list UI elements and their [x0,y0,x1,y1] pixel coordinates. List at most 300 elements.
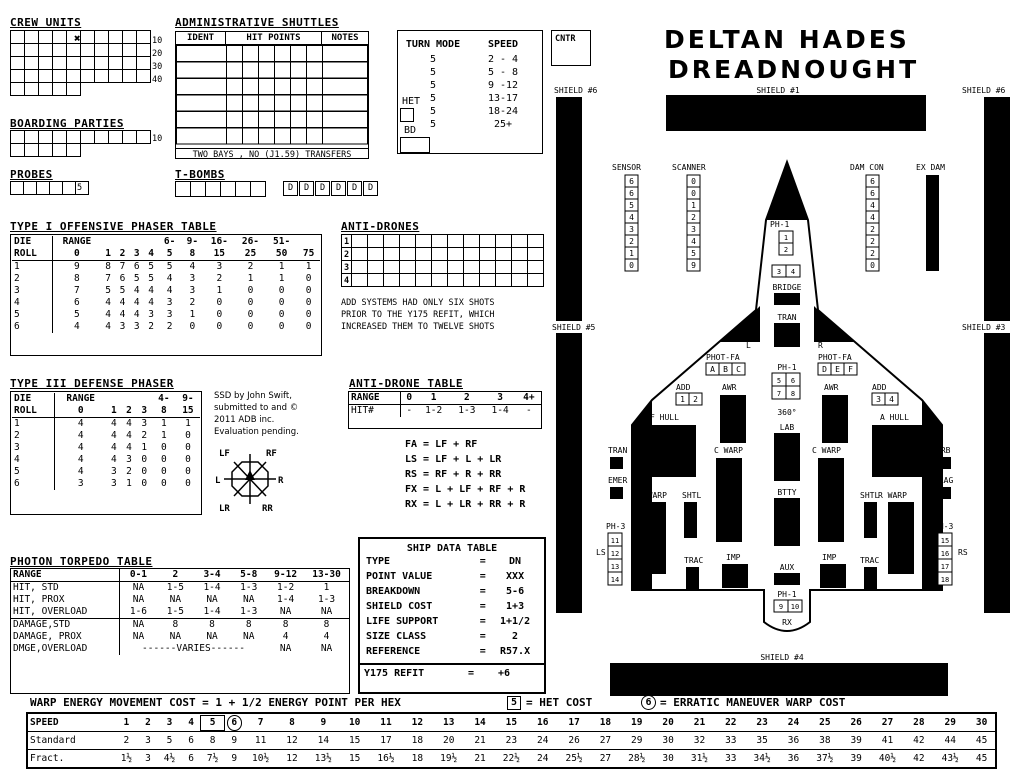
awr-box[interactable] [733,419,746,431]
exdam-box[interactable] [926,247,939,259]
c-warp-box[interactable] [729,530,742,542]
shield-5-box[interactable] [569,585,582,599]
aux-box[interactable] [774,573,787,585]
shield-4-box[interactable] [701,685,714,696]
shield-2-box[interactable] [984,251,997,265]
anti-drone-shot[interactable] [384,274,400,287]
shield-1-box[interactable] [705,119,718,131]
shield-3-box[interactable] [997,431,1010,445]
shield-5-box[interactable] [556,333,569,347]
aux-box[interactable] [787,573,800,585]
shield-2-box[interactable] [997,167,1010,181]
anti-drone-shot[interactable] [480,248,496,261]
shuttle-hp-box[interactable] [227,46,243,62]
boarding-box[interactable] [39,131,53,144]
shield-5-box[interactable] [556,375,569,389]
shuttle-hp-box[interactable] [275,95,291,111]
shield-3-box[interactable] [997,543,1010,557]
lab-box[interactable] [774,433,787,445]
shield-6-box[interactable] [556,209,569,223]
shuttle-hp-box[interactable] [275,46,291,62]
c-warp-box[interactable] [831,482,844,494]
shield-4-box[interactable] [623,674,636,685]
c-warp-box[interactable] [729,482,742,494]
shield-1-box[interactable] [874,95,887,107]
shield-4-box[interactable] [779,685,792,696]
shuttle-hp-box[interactable] [259,79,275,95]
anti-drone-shot[interactable] [400,274,416,287]
shield-4-box[interactable] [909,674,922,685]
shuttle-hp-box[interactable] [243,79,259,95]
shield-4-box[interactable] [792,685,805,696]
shield-2-box[interactable] [984,209,997,223]
shuttle-hp-box[interactable] [227,62,243,78]
shield-1-box[interactable] [809,95,822,107]
shield-1-box[interactable] [705,107,718,119]
shield-5-box[interactable] [556,417,569,431]
shield-2-box[interactable] [997,153,1010,167]
shield-4-box[interactable] [896,685,909,696]
imp-box[interactable] [735,564,748,576]
prb-box[interactable] [938,457,951,469]
shuttle-hp-box[interactable] [307,128,323,144]
shield-5-box[interactable] [569,333,582,347]
a-hull-box[interactable] [872,464,886,477]
shield-4-box[interactable] [896,663,909,674]
shield-4-box[interactable] [857,663,870,674]
shtl-box[interactable] [684,526,697,538]
f-hull-box[interactable] [682,438,696,451]
c-warp-box[interactable] [831,470,844,482]
shuttle-hp-box[interactable] [259,46,275,62]
anti-drone-shot[interactable] [432,261,448,274]
shield-1-box[interactable] [796,107,809,119]
shield-4-box[interactable] [922,685,935,696]
shield-4-box[interactable] [740,685,753,696]
shtl-box[interactable] [684,502,697,514]
shuttle-hp-box[interactable] [307,112,323,128]
crew-box[interactable] [53,44,67,57]
shield-5-box[interactable] [556,599,569,613]
shuttle-hp-box[interactable] [243,62,259,78]
shield-1-box[interactable] [692,107,705,119]
crew-box[interactable] [81,57,95,70]
shield-2-box[interactable] [984,97,997,111]
lab-box[interactable] [787,433,800,445]
shield-5-box[interactable] [569,571,582,585]
awr-box[interactable] [835,407,848,419]
l-warp-box[interactable] [640,550,653,562]
crew-box[interactable] [137,31,151,44]
btty-box[interactable] [787,522,800,534]
c-warp-box[interactable] [716,518,729,530]
shield-6-box[interactable] [569,265,582,279]
shield-4-box[interactable] [844,663,857,674]
crew-box[interactable] [137,44,151,57]
shield-1-box[interactable] [770,119,783,131]
imp-box[interactable] [820,564,833,576]
shield-1-box[interactable] [783,95,796,107]
awr-box[interactable] [835,431,848,443]
shield-3-box[interactable] [984,403,997,417]
shuttle-hp-box[interactable] [227,128,243,144]
shuttle-hp-box[interactable] [259,95,275,111]
crew-box[interactable] [25,57,39,70]
f-hull-box[interactable] [640,425,654,438]
lab-box[interactable] [774,457,787,469]
shield-2-box[interactable] [984,111,997,125]
shield-1-box[interactable] [900,119,913,131]
shield-5-box[interactable] [556,347,569,361]
shuttle-hp-box[interactable] [227,79,243,95]
shield-2-box[interactable] [997,111,1010,125]
shield-3-box[interactable] [984,459,997,473]
l-warp-box[interactable] [640,502,653,514]
shield-1-box[interactable] [809,119,822,131]
a-hull-box[interactable] [914,464,928,477]
shield-6-box[interactable] [556,139,569,153]
c-warp-box[interactable] [729,470,742,482]
shield-1-box[interactable] [666,95,679,107]
shield-4-box[interactable] [675,674,688,685]
shield-3-box[interactable] [984,543,997,557]
imp-box[interactable] [833,564,846,576]
shield-4-box[interactable] [623,663,636,674]
btty-box[interactable] [787,510,800,522]
crew-box[interactable] [67,57,81,70]
shtl-box[interactable] [864,514,877,526]
a-hull-box[interactable] [886,425,900,438]
anti-drone-shot[interactable] [528,248,544,261]
shield-1-box[interactable] [679,95,692,107]
shield-3-box[interactable] [997,515,1010,529]
shield-5-box[interactable] [569,347,582,361]
shield-1-box[interactable] [783,119,796,131]
shield-1-box[interactable] [744,119,757,131]
shield-3-box[interactable] [984,515,997,529]
anti-drone-shot[interactable] [400,248,416,261]
btty-box[interactable] [774,510,787,522]
crew-box[interactable] [109,57,123,70]
shield-6-box[interactable] [556,125,569,139]
shield-4-box[interactable] [688,674,701,685]
c-warp-box[interactable] [818,530,831,542]
shield-3-box[interactable] [997,585,1010,599]
shield-3-box[interactable] [984,347,997,361]
shield-3-box[interactable] [984,431,997,445]
f-hull-box[interactable] [640,464,654,477]
shield-3-box[interactable] [984,361,997,375]
flag-box[interactable] [938,487,951,499]
anti-drone-shot[interactable] [496,261,512,274]
shield-4-box[interactable] [935,674,948,685]
c-warp-box[interactable] [831,494,844,506]
anti-drone-shot[interactable] [448,274,464,287]
shield-4-box[interactable] [636,674,649,685]
shield-1-box[interactable] [692,95,705,107]
shield-1-box[interactable] [705,95,718,107]
shield-6-box[interactable] [556,251,569,265]
shield-2-box[interactable] [997,223,1010,237]
anti-drone-shot[interactable] [432,235,448,248]
c-warp-box[interactable] [818,458,831,470]
shield-3-box[interactable] [984,333,997,347]
lab-box[interactable] [774,445,787,457]
shield-1-box[interactable] [796,95,809,107]
crew-box[interactable] [123,31,137,44]
shield-4-box[interactable] [805,674,818,685]
probe-box[interactable] [50,182,63,195]
shield-3-box[interactable] [997,599,1010,613]
shield-4-box[interactable] [883,674,896,685]
shield-4-box[interactable] [701,663,714,674]
shuttle-hp-box[interactable] [291,62,307,78]
shield-5-box[interactable] [556,585,569,599]
shuttle-hp-box[interactable] [243,46,259,62]
anti-drone-shot[interactable] [448,248,464,261]
a-hull-box[interactable] [886,464,900,477]
trac-box[interactable] [686,579,699,591]
shield-4-box[interactable] [805,685,818,696]
anti-drone-shot[interactable] [368,248,384,261]
a-hull-box[interactable] [914,425,928,438]
shield-6-box[interactable] [556,279,569,293]
shield-5-box[interactable] [556,571,569,585]
shield-1-box[interactable] [861,107,874,119]
btty-box[interactable] [774,534,787,546]
f-hull-box[interactable] [682,464,696,477]
shield-5-box[interactable] [569,557,582,571]
shield-4-box[interactable] [883,685,896,696]
r-warp-box[interactable] [901,514,914,526]
shield-1-box[interactable] [848,119,861,131]
lab-box[interactable] [787,469,800,481]
c-warp-box[interactable] [818,518,831,530]
r-warp-box[interactable] [888,550,901,562]
emer-box[interactable] [610,487,623,499]
shield-4-box[interactable] [831,685,844,696]
shield-2-box[interactable] [984,153,997,167]
btty-box[interactable] [787,534,800,546]
crew-box[interactable] [39,83,53,96]
shield-3-box[interactable] [997,389,1010,403]
probe-box[interactable] [24,182,37,195]
f-hull-box[interactable] [668,451,682,464]
trac-box[interactable] [864,579,877,591]
crew-box[interactable] [137,57,151,70]
shield-5-box[interactable] [556,459,569,473]
anti-drone-shot[interactable] [400,235,416,248]
l-warp-box[interactable] [640,538,653,550]
shield-1-box[interactable] [835,119,848,131]
anti-drone-shot[interactable] [528,235,544,248]
l-warp-box[interactable] [640,562,653,574]
shtl-box[interactable] [864,526,877,538]
anti-drone-shot[interactable] [384,261,400,274]
shield-6-box[interactable] [569,153,582,167]
shield-5-box[interactable] [569,599,582,613]
shield-5-box[interactable] [569,515,582,529]
c-warp-box[interactable] [716,506,729,518]
shield-4-box[interactable] [909,663,922,674]
shield-4-box[interactable] [675,663,688,674]
shield-6-box[interactable] [569,195,582,209]
shield-5-box[interactable] [569,543,582,557]
c-warp-box[interactable] [818,494,831,506]
shield-3-box[interactable] [997,487,1010,501]
boarding-box[interactable] [81,131,95,144]
btty-box[interactable] [787,498,800,510]
f-hull-box[interactable] [640,438,654,451]
boarding-box[interactable] [11,144,25,157]
awr-box[interactable] [822,395,835,407]
a-hull-box[interactable] [900,451,914,464]
r-warp-box[interactable] [888,502,901,514]
btty-box[interactable] [774,498,787,510]
shuttle-hp-box[interactable] [227,112,243,128]
shield-5-box[interactable] [556,445,569,459]
boarding-box[interactable] [67,131,81,144]
shield-3-box[interactable] [984,557,997,571]
shield-4-box[interactable] [675,685,688,696]
shield-5-box[interactable] [569,473,582,487]
shield-5-box[interactable] [556,557,569,571]
c-warp-box[interactable] [716,470,729,482]
shield-4-box[interactable] [922,674,935,685]
anti-drone-shot[interactable] [416,274,432,287]
anti-drone-shot[interactable] [400,261,416,274]
shield-6-box[interactable] [569,181,582,195]
shield-1-box[interactable] [718,107,731,119]
shield-4-box[interactable] [818,674,831,685]
shuttle-hp-box[interactable] [275,62,291,78]
shield-2-box[interactable] [997,139,1010,153]
lab-box[interactable] [787,457,800,469]
anti-drone-shot[interactable] [464,235,480,248]
tran-box[interactable] [774,323,787,335]
shield-4-box[interactable] [753,685,766,696]
r-warp-box[interactable] [901,550,914,562]
anti-drone-shot[interactable] [464,248,480,261]
shield-1-box[interactable] [822,107,835,119]
shield-6-box[interactable] [556,237,569,251]
shield-1-box[interactable] [809,107,822,119]
a-hull-box[interactable] [914,451,928,464]
c-warp-box[interactable] [729,518,742,530]
shield-4-box[interactable] [662,674,675,685]
shield-4-box[interactable] [649,663,662,674]
awr-box[interactable] [720,407,733,419]
r-warp-box[interactable] [888,526,901,538]
awr-box[interactable] [822,407,835,419]
shield-6-box[interactable] [569,251,582,265]
r-warp-box[interactable] [888,538,901,550]
shield-6-box[interactable] [556,97,569,111]
shield-6-box[interactable] [569,237,582,251]
anti-drone-shot[interactable] [368,235,384,248]
f-hull-box[interactable] [640,451,654,464]
shield-5-box[interactable] [569,375,582,389]
shield-4-box[interactable] [870,674,883,685]
tbomb-box[interactable] [206,182,221,197]
shield-4-box[interactable] [870,685,883,696]
anti-drone-shot[interactable] [512,248,528,261]
exdam-box[interactable] [926,199,939,211]
anti-drone-shot[interactable] [496,235,512,248]
shield-5-box[interactable] [569,529,582,543]
crew-box[interactable] [11,83,25,96]
shield-1-box[interactable] [913,107,926,119]
shield-3-box[interactable] [984,529,997,543]
anti-drone-shot[interactable] [448,235,464,248]
shuttle-hp-box[interactable] [275,79,291,95]
shield-1-box[interactable] [744,107,757,119]
shield-4-box[interactable] [662,663,675,674]
shield-6-box[interactable] [569,167,582,181]
shield-4-box[interactable] [727,685,740,696]
tbomb-box[interactable] [251,182,266,197]
shield-2-box[interactable] [997,279,1010,293]
shield-3-box[interactable] [984,571,997,585]
imp-box[interactable] [722,576,735,588]
shield-4-box[interactable] [610,685,623,696]
shuttle-hp-box[interactable] [243,95,259,111]
shield-1-box[interactable] [913,95,926,107]
shield-6-box[interactable] [569,279,582,293]
shield-4-box[interactable] [857,685,870,696]
shield-1-box[interactable] [848,107,861,119]
shield-1-box[interactable] [770,95,783,107]
anti-drone-shot[interactable] [464,274,480,287]
shield-3-box[interactable] [997,501,1010,515]
shield-2-box[interactable] [997,251,1010,265]
shield-1-box[interactable] [835,95,848,107]
shield-1-box[interactable] [861,119,874,131]
shield-2-box[interactable] [997,293,1010,307]
shield-5-box[interactable] [556,431,569,445]
c-warp-box[interactable] [729,506,742,518]
anti-drone-shot[interactable] [352,274,368,287]
shield-3-box[interactable] [997,571,1010,585]
anti-drone-shot[interactable] [480,274,496,287]
shield-1-box[interactable] [666,119,679,131]
shield-5-box[interactable] [556,473,569,487]
shield-4-box[interactable] [766,685,779,696]
shield-4-box[interactable] [831,663,844,674]
shield-4-box[interactable] [818,685,831,696]
shield-6-box[interactable] [556,293,569,307]
crew-box[interactable] [39,57,53,70]
anti-drone-shot[interactable] [384,235,400,248]
btty-box[interactable] [774,522,787,534]
shield-6-box[interactable] [556,307,569,321]
shield-5-box[interactable] [569,445,582,459]
shield-6-box[interactable] [569,139,582,153]
crew-box[interactable] [81,31,95,44]
boarding-box[interactable] [137,131,151,144]
shield-2-box[interactable] [984,195,997,209]
crew-box[interactable] [109,70,123,83]
shuttle-hp-box[interactable] [291,79,307,95]
a-hull-box[interactable] [900,464,914,477]
boarding-box[interactable] [109,131,123,144]
awr-box[interactable] [733,431,746,443]
shield-2-box[interactable] [997,181,1010,195]
anti-drone-shot[interactable] [448,261,464,274]
awr-box[interactable] [733,407,746,419]
shuttle-hp-box[interactable] [291,128,307,144]
shield-1-box[interactable] [887,119,900,131]
